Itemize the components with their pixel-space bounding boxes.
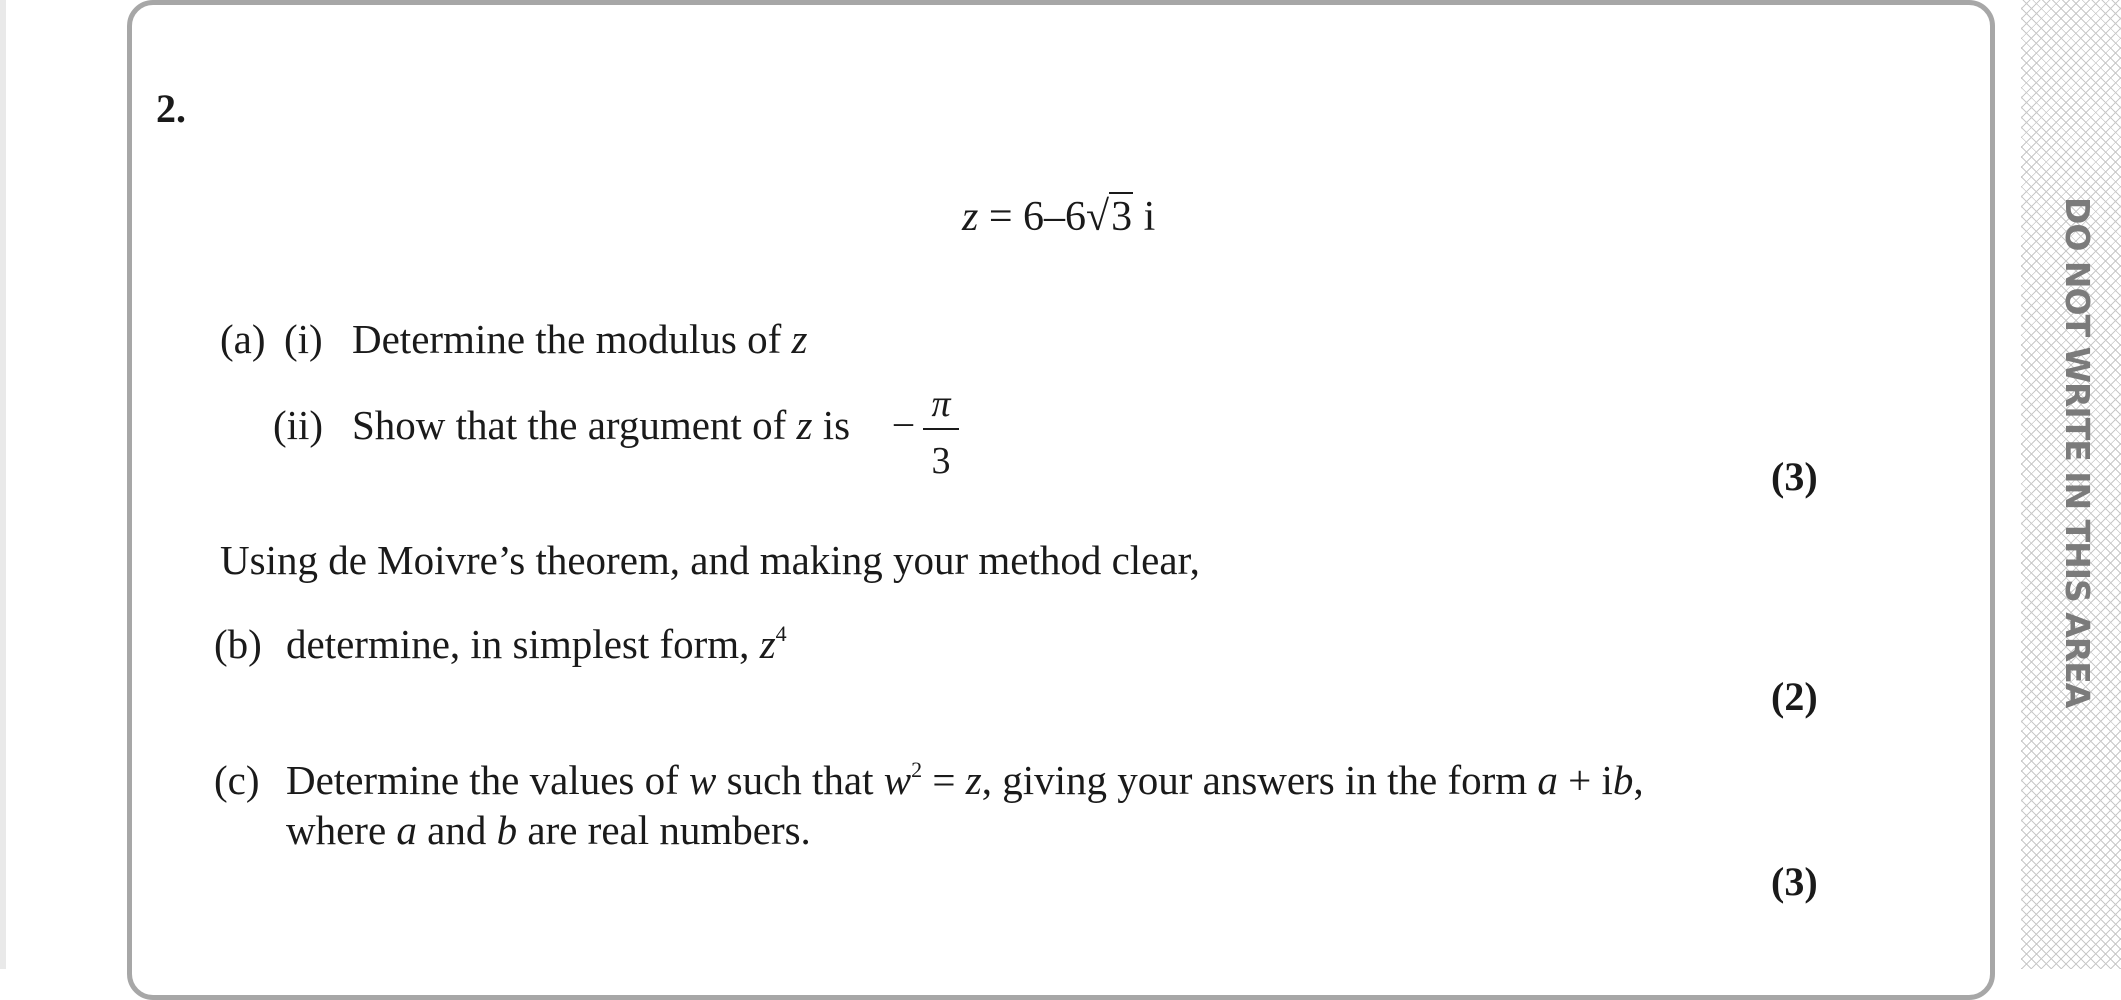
page-left-edge bbox=[0, 0, 6, 969]
equation-real-part: 6 bbox=[1023, 194, 1045, 240]
fraction-bar bbox=[923, 428, 959, 430]
equation-coefficient: 6 bbox=[1065, 194, 1087, 240]
part-a-i-label: (i) bbox=[284, 316, 323, 362]
fraction-numerator: π bbox=[931, 383, 951, 425]
part-b-marks: (2) bbox=[1771, 674, 1818, 719]
part-c-text-line1: Determine the values of w such that $w^2 = z$, giving your answers in the form a + ib, bbox=[286, 757, 1644, 803]
equation-variable: z bbox=[962, 194, 979, 240]
part-a-i-variable: z bbox=[791, 316, 808, 362]
sqrt-symbol: √ bbox=[1086, 194, 1110, 240]
part-b-power: 4 bbox=[775, 621, 787, 646]
question-number: 2. bbox=[156, 86, 186, 131]
do-not-write-notice: DO NOT WRITE IN THIS AREA bbox=[2058, 197, 2097, 708]
part-c-text-line2: where a and b are real numbers. bbox=[286, 807, 811, 853]
equation-radicand: 3 bbox=[1111, 194, 1133, 240]
part-a-ii-variable: z bbox=[796, 402, 813, 448]
part-a-i-text: Determine the modulus of z bbox=[352, 316, 808, 362]
equation-minus: – bbox=[1044, 194, 1066, 240]
fraction-minus: – bbox=[894, 401, 913, 443]
part-a-ii-label: (ii) bbox=[273, 402, 324, 448]
part-b-label: (b) bbox=[214, 621, 262, 667]
part-a-marks: (3) bbox=[1771, 454, 1818, 499]
part-b-text: determine, in simplest form, $z^4$ bbox=[286, 621, 787, 667]
part-c-power: 2 bbox=[911, 757, 923, 782]
part-b-variable: z bbox=[759, 621, 776, 667]
part-c-marks: (3) bbox=[1771, 859, 1818, 904]
fraction-denominator: 3 bbox=[931, 440, 951, 482]
equation-equals: = bbox=[988, 194, 1013, 240]
equation bbox=[962, 196, 1155, 238]
de-moivre-instruction: Using de Moivre’s theorem, and making your method clear, bbox=[220, 537, 1200, 583]
part-c-label: (c) bbox=[214, 757, 260, 803]
part-a-ii-text: Show that the argument of z is bbox=[352, 402, 851, 448]
equation-imaginary-unit: i bbox=[1143, 194, 1156, 240]
part-a-label: (a) bbox=[220, 316, 266, 362]
